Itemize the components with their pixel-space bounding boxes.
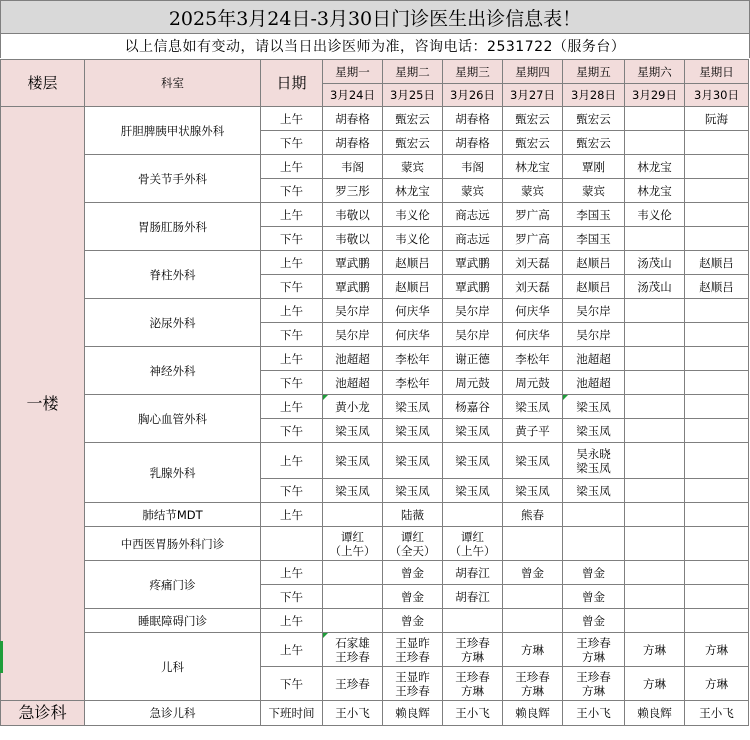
period-after-hours[interactable]: 下班时间 [261,701,323,726]
doctor-cell[interactable] [685,131,749,155]
page-title: 2025年3月24日-3月30日门诊医生出诊信息表！ [0,0,750,34]
doctor-cell[interactable]: 甄宏云 [383,107,443,131]
table-row [1,633,749,667]
header-date-cell[interactable]: 3月27日 [503,84,563,107]
doctor-cell[interactable]: 赖良辉 [503,701,563,726]
doctor-cell[interactable]: 石家雄 王珍春 [323,633,383,667]
doctor-cell[interactable]: 甄宏云 [503,107,563,131]
header-dept[interactable]: 科室 [85,60,261,107]
doctor-cell[interactable] [625,299,685,323]
doctor-cell[interactable]: 韦阁 [323,155,383,179]
doctor-cell[interactable] [685,347,749,371]
doctor-cell[interactable] [503,609,563,633]
doctor-cell[interactable] [563,503,625,527]
period-am[interactable]: 上午 [261,395,323,419]
period-empty[interactable] [261,527,323,561]
doctor-cell[interactable]: 梁玉凤 [443,419,503,443]
header-floor[interactable]: 楼层 [1,60,85,107]
doctor-cell[interactable]: 阮海 [685,107,749,131]
doctor-cell[interactable]: 梁玉凤 [503,479,563,503]
dept-name[interactable]: 中西医胃肠外科门诊 [85,527,261,561]
doctor-cell[interactable]: 梁玉凤 [383,419,443,443]
header-weekday[interactable]: 星期二 [383,60,443,84]
period-am[interactable]: 上午 [261,443,323,479]
doctor-cell[interactable]: 梁玉凤 [563,479,625,503]
doctor-cell[interactable] [323,609,383,633]
doctor-cell[interactable]: 梁玉凤 [443,479,503,503]
doctor-cell[interactable]: 梁玉凤 [563,395,625,419]
doctor-cell[interactable]: 覃武鹏 [443,251,503,275]
doctor-cell[interactable]: 池超超 [323,347,383,371]
doctor-cell[interactable] [625,395,685,419]
doctor-cell[interactable]: 池超超 [563,347,625,371]
table-row [1,443,749,479]
doctor-cell[interactable] [503,585,563,609]
period-am[interactable]: 上午 [261,251,323,275]
doctor-cell[interactable]: 赖良辉 [383,701,443,726]
dept-name[interactable]: 睡眠障碍门诊 [85,609,261,633]
doctor-cell[interactable]: 甄宏云 [563,131,625,155]
doctor-cell[interactable]: 谢正德 [443,347,503,371]
doctor-cell[interactable] [443,503,503,527]
header-weekday[interactable]: 星期日 [685,60,749,84]
dept-name[interactable]: 神经外科 [85,347,261,395]
table-row [1,561,749,585]
doctor-cell[interactable]: 陆薇 [383,503,443,527]
doctor-cell[interactable]: 池超超 [563,371,625,395]
table-row [1,701,749,726]
doctor-cell[interactable]: 黄小龙 [323,395,383,419]
doctor-cell[interactable] [625,443,685,479]
doctor-cell[interactable] [685,395,749,419]
doctor-cell[interactable] [625,227,685,251]
header-weekday[interactable]: 星期四 [503,60,563,84]
doctor-cell[interactable]: 蒙宾 [443,179,503,203]
doctor-cell[interactable] [685,443,749,479]
doctor-cell[interactable]: 谭红 （上午） [443,527,503,561]
doctor-cell[interactable]: 刘天磊 [503,251,563,275]
period-pm[interactable]: 下午 [261,227,323,251]
header-weekday[interactable]: 星期六 [625,60,685,84]
doctor-cell[interactable] [685,503,749,527]
doctor-cell[interactable]: 池超超 [323,371,383,395]
doctor-cell[interactable]: 梁玉凤 [563,419,625,443]
doctor-cell[interactable] [685,419,749,443]
doctor-cell[interactable]: 梁玉凤 [323,479,383,503]
doctor-cell[interactable]: 林龙宝 [383,179,443,203]
doctor-cell[interactable]: 梁玉凤 [383,395,443,419]
doctor-cell[interactable]: 赖良辉 [625,701,685,726]
doctor-cell[interactable]: 梁玉凤 [323,419,383,443]
table-row [1,299,749,323]
period-pm[interactable]: 下午 [261,585,323,609]
doctor-cell[interactable]: 王珍春 方琳 [503,667,563,701]
doctor-cell[interactable] [625,609,685,633]
doctor-cell[interactable] [323,561,383,585]
table-row [1,527,749,561]
doctor-cell[interactable]: 何庆华 [383,323,443,347]
doctor-cell[interactable]: 林龙宝 [625,155,685,179]
table-row [1,251,749,275]
table-row [1,503,749,527]
dept-name[interactable]: 泌尿外科 [85,299,261,347]
period-am[interactable]: 上午 [261,155,323,179]
header-date-cell[interactable]: 3月28日 [563,84,625,107]
doctor-cell[interactable]: 何庆华 [503,323,563,347]
doctor-cell[interactable] [685,561,749,585]
floor-label[interactable]: 急诊科 [1,701,85,726]
doctor-cell[interactable]: 曾金 [503,561,563,585]
dept-name[interactable]: 胸心血管外科 [85,395,261,443]
doctor-cell[interactable]: 梁玉凤 [503,395,563,419]
doctor-cell[interactable] [625,131,685,155]
doctor-cell[interactable]: 方琳 [503,633,563,667]
period-am[interactable]: 上午 [261,299,323,323]
period-pm[interactable]: 下午 [261,667,323,701]
doctor-cell[interactable]: 谭红 （全天） [383,527,443,561]
doctor-cell[interactable]: 熊春 [503,503,563,527]
table-row [1,609,749,633]
doctor-cell[interactable]: 曾金 [383,585,443,609]
period-pm[interactable]: 下午 [261,179,323,203]
period-am[interactable]: 上午 [261,503,323,527]
doctor-cell[interactable]: 方琳 [685,633,749,667]
doctor-cell[interactable]: 胡春江 [443,585,503,609]
doctor-cell[interactable]: 赵顺吕 [383,275,443,299]
period-pm[interactable]: 下午 [261,275,323,299]
doctor-cell[interactable]: 甄宏云 [503,131,563,155]
doctor-cell[interactable] [323,503,383,527]
doctor-cell[interactable]: 吴尔岸 [563,323,625,347]
doctor-cell[interactable] [625,585,685,609]
doctor-cell[interactable]: 周元鼓 [503,371,563,395]
doctor-cell[interactable]: 罗三彤 [323,179,383,203]
doctor-cell[interactable]: 梁玉凤 [383,443,443,479]
doctor-cell[interactable]: 王珍春 方琳 [443,633,503,667]
notice-line: 以上信息如有变动，请以当日出诊医师为准，咨询电话：2531722（服务台） [0,34,750,58]
table-row [1,347,749,371]
dept-name[interactable]: 肺结节MDT [85,503,261,527]
doctor-cell[interactable] [685,227,749,251]
period-pm[interactable]: 下午 [261,131,323,155]
doctor-cell[interactable]: 商志远 [443,227,503,251]
period-pm[interactable]: 下午 [261,323,323,347]
doctor-cell[interactable] [503,527,563,561]
table-row [1,203,749,227]
doctor-cell[interactable] [685,371,749,395]
table-row [1,155,749,179]
doctor-cell[interactable]: 吴尔岸 [323,299,383,323]
doctor-cell[interactable]: 黄子平 [503,419,563,443]
doctor-cell[interactable]: 李松年 [503,347,563,371]
table-row [1,395,749,419]
period-am[interactable]: 上午 [261,561,323,585]
doctor-cell[interactable] [685,609,749,633]
doctor-cell[interactable]: 韦敬以 [323,227,383,251]
period-pm[interactable]: 下午 [261,419,323,443]
doctor-cell[interactable]: 罗广高 [503,227,563,251]
doctor-cell[interactable]: 王珍春 [323,667,383,701]
doctor-cell[interactable] [685,155,749,179]
doctor-cell[interactable]: 林龙宝 [503,155,563,179]
row-selection-marker [0,641,3,673]
doctor-cell[interactable] [443,609,503,633]
header-date-cell[interactable]: 3月26日 [443,84,503,107]
period-am[interactable]: 上午 [261,107,323,131]
dept-name[interactable]: 儿科 [85,633,261,701]
doctor-cell[interactable] [625,107,685,131]
doctor-cell[interactable]: 吴尔岸 [443,299,503,323]
doctor-cell[interactable]: 梁玉凤 [383,479,443,503]
doctor-cell[interactable]: 蒙宾 [503,179,563,203]
schedule-table [0,59,749,726]
doctor-cell[interactable] [625,419,685,443]
doctor-cell[interactable]: 赵顺吕 [685,275,749,299]
doctor-cell[interactable]: 商志远 [443,203,503,227]
header-date-cell[interactable]: 3月24日 [323,84,383,107]
doctor-cell[interactable]: 甄宏云 [383,131,443,155]
doctor-cell[interactable] [685,203,749,227]
period-pm[interactable]: 下午 [261,479,323,503]
doctor-cell[interactable] [625,323,685,347]
doctor-cell[interactable]: 王显昨 王珍春 [383,667,443,701]
doctor-cell[interactable]: 林龙宝 [625,179,685,203]
doctor-cell[interactable]: 周元鼓 [443,371,503,395]
doctor-cell[interactable]: 王珍春 方琳 [563,633,625,667]
doctor-cell[interactable]: 方琳 [625,633,685,667]
doctor-cell[interactable]: 李松年 [383,371,443,395]
doctor-cell[interactable]: 梁玉凤 [503,443,563,479]
doctor-cell[interactable]: 覃武鹏 [443,275,503,299]
doctor-cell[interactable]: 王珍春 方琳 [563,667,625,701]
doctor-cell[interactable]: 曾金 [563,609,625,633]
doctor-cell[interactable]: 方琳 [625,667,685,701]
doctor-cell[interactable]: 韦阁 [443,155,503,179]
doctor-cell[interactable]: 王小飞 [443,701,503,726]
doctor-cell[interactable]: 吴尔岸 [563,299,625,323]
doctor-cell[interactable]: 罗广高 [503,203,563,227]
doctor-cell[interactable]: 杨嘉谷 [443,395,503,419]
doctor-cell[interactable] [625,527,685,561]
table-row [1,107,749,131]
header-weekday[interactable]: 星期三 [443,60,503,84]
doctor-cell[interactable]: 韦敬以 [323,203,383,227]
dept-name[interactable]: 乳腺外科 [85,443,261,503]
doctor-cell[interactable]: 蒙宾 [563,179,625,203]
period-am[interactable]: 上午 [261,203,323,227]
doctor-cell[interactable]: 何庆华 [383,299,443,323]
doctor-cell[interactable]: 覃武鹏 [323,251,383,275]
floor-label[interactable]: 一楼 [1,107,85,701]
doctor-cell[interactable]: 胡春格 [443,131,503,155]
doctor-cell[interactable]: 曾金 [383,609,443,633]
doctor-cell[interactable]: 谭红 （上午） [323,527,383,561]
period-am[interactable]: 上午 [261,633,323,667]
doctor-cell[interactable] [625,371,685,395]
dept-name[interactable]: 骨关节手外科 [85,155,261,203]
doctor-cell[interactable] [625,561,685,585]
doctor-cell[interactable]: 梁玉凤 [323,443,383,479]
header-weekday[interactable]: 星期五 [563,60,625,84]
doctor-cell[interactable]: 覃刚 [563,155,625,179]
doctor-cell[interactable] [685,585,749,609]
doctor-cell[interactable]: 赵顺吕 [383,251,443,275]
doctor-cell[interactable] [685,299,749,323]
header-weekday[interactable]: 星期一 [323,60,383,84]
doctor-cell[interactable]: 汤茂山 [625,251,685,275]
doctor-cell[interactable]: 梁玉凤 [443,443,503,479]
doctor-cell[interactable] [563,527,625,561]
dept-name[interactable]: 急诊儿科 [85,701,261,726]
header-date-cell[interactable]: 3月25日 [383,84,443,107]
doctor-cell[interactable]: 王小飞 [563,701,625,726]
dept-name[interactable]: 疼痛门诊 [85,561,261,609]
doctor-cell[interactable] [625,347,685,371]
doctor-cell[interactable]: 王小飞 [323,701,383,726]
dept-name[interactable]: 脊柱外科 [85,251,261,299]
doctor-cell[interactable]: 吴尔岸 [323,323,383,347]
period-pm[interactable]: 下午 [261,371,323,395]
doctor-cell[interactable]: 赵顺吕 [563,251,625,275]
doctor-cell[interactable]: 韦义伦 [383,203,443,227]
doctor-cell[interactable] [685,179,749,203]
doctor-cell[interactable]: 韦义伦 [625,203,685,227]
doctor-cell[interactable]: 吴永晓 梁玉凤 [563,443,625,479]
doctor-cell[interactable]: 胡春江 [443,561,503,585]
doctor-cell[interactable]: 甄宏云 [563,107,625,131]
doctor-cell[interactable]: 胡春格 [323,131,383,155]
doctor-cell[interactable]: 蒙宾 [383,155,443,179]
doctor-cell[interactable] [625,479,685,503]
period-am[interactable]: 上午 [261,347,323,371]
doctor-cell[interactable]: 曾金 [563,561,625,585]
doctor-cell[interactable]: 方琳 [685,667,749,701]
doctor-cell[interactable]: 覃武鹏 [323,275,383,299]
doctor-cell[interactable]: 李国玉 [563,227,625,251]
header-date[interactable]: 日期 [261,60,323,107]
doctor-cell[interactable]: 李国玉 [563,203,625,227]
doctor-cell[interactable]: 胡春格 [443,107,503,131]
doctor-cell[interactable]: 王显昨 王珍春 [383,633,443,667]
doctor-cell[interactable]: 韦义伦 [383,227,443,251]
period-am[interactable]: 上午 [261,609,323,633]
header-date-cell[interactable]: 3月29日 [625,84,685,107]
dept-name[interactable]: 胃肠肛肠外科 [85,203,261,251]
doctor-cell[interactable]: 吴尔岸 [443,323,503,347]
doctor-cell[interactable]: 胡春格 [323,107,383,131]
doctor-cell[interactable] [323,585,383,609]
doctor-cell[interactable]: 李松年 [383,347,443,371]
doctor-cell[interactable]: 王珍春 方琳 [443,667,503,701]
doctor-cell[interactable]: 赵顺吕 [685,251,749,275]
doctor-cell[interactable] [685,323,749,347]
doctor-cell[interactable]: 曾金 [563,585,625,609]
doctor-cell[interactable] [685,479,749,503]
doctor-cell[interactable] [625,503,685,527]
doctor-cell[interactable]: 曾金 [383,561,443,585]
doctor-cell[interactable]: 何庆华 [503,299,563,323]
doctor-cell[interactable]: 王小飞 [685,701,749,726]
doctor-cell[interactable]: 刘天磊 [503,275,563,299]
doctor-cell[interactable]: 汤茂山 [625,275,685,299]
doctor-cell[interactable] [685,527,749,561]
doctor-cell[interactable]: 赵顺吕 [563,275,625,299]
dept-name[interactable]: 肝胆脾胰甲状腺外科 [85,107,261,155]
header-date-cell[interactable]: 3月30日 [685,84,749,107]
